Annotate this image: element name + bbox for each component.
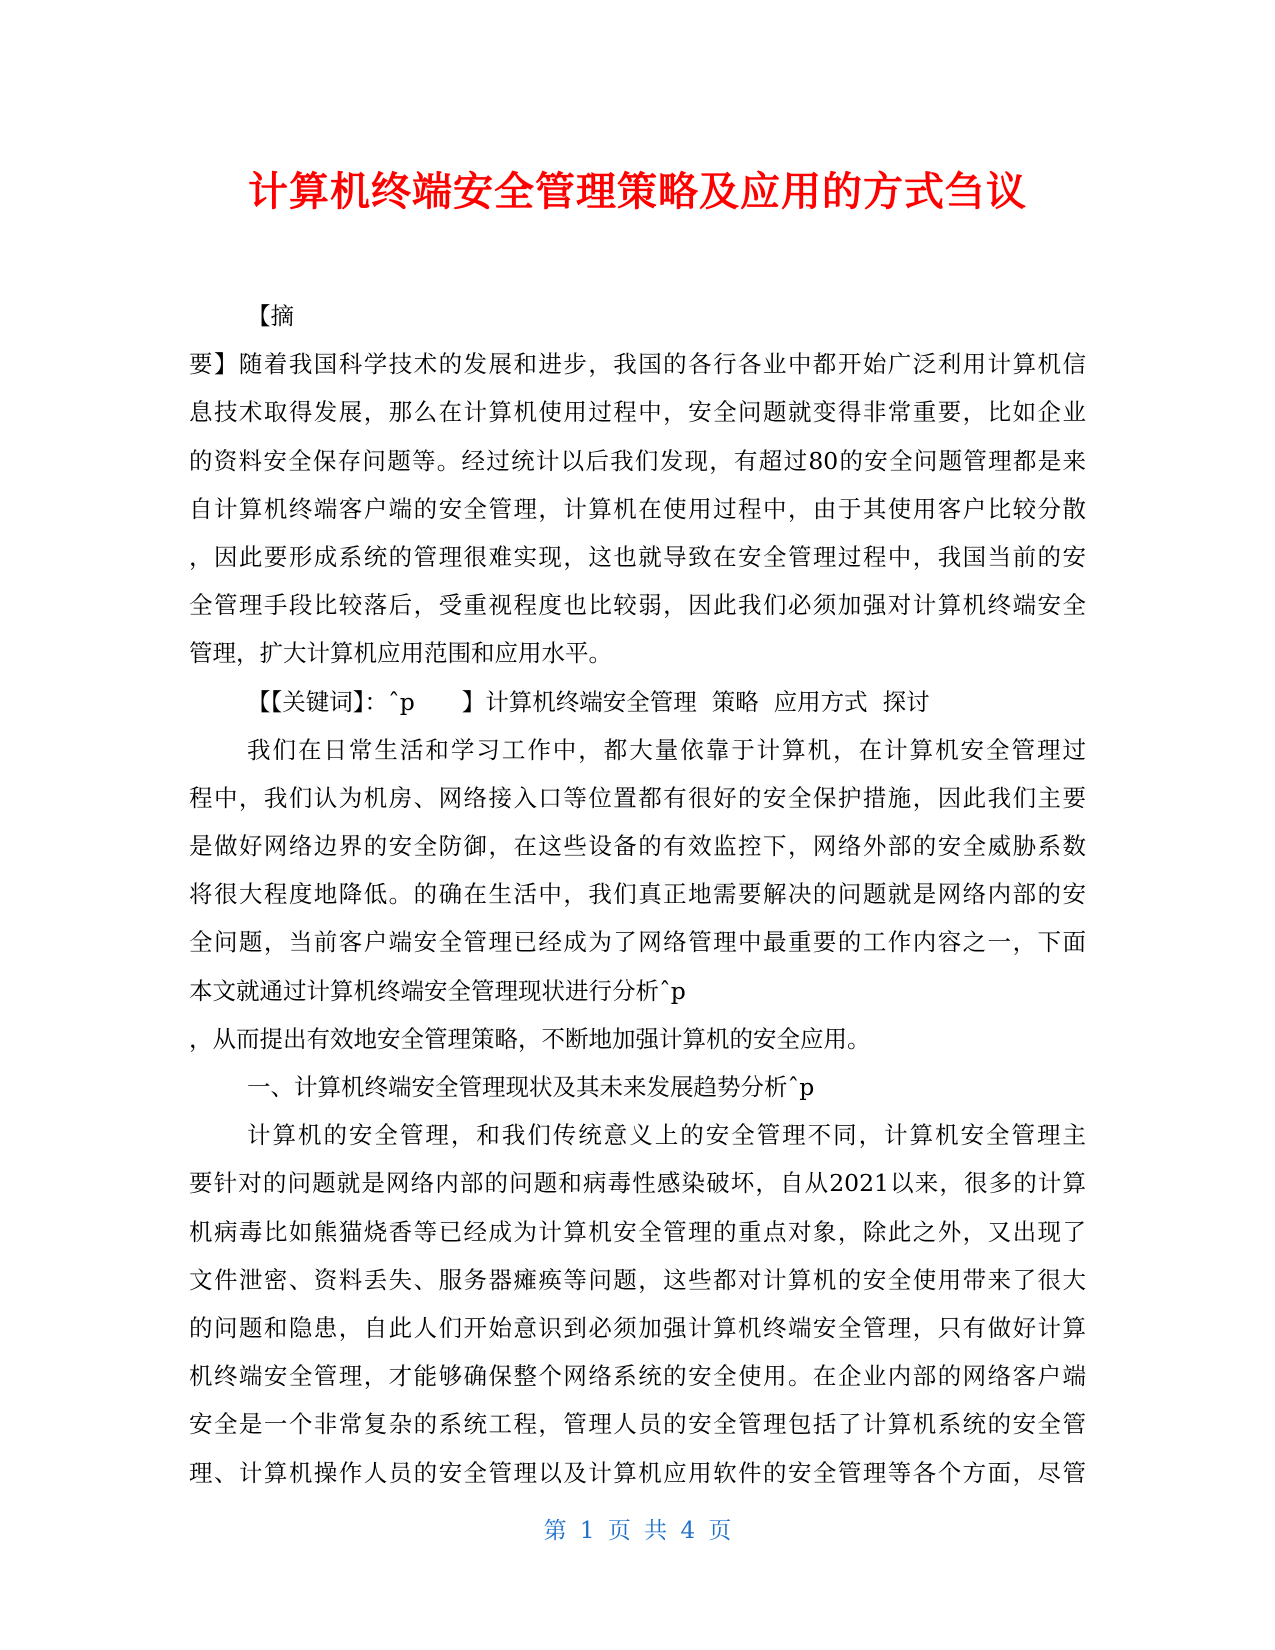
abstract-line: 自计算机终端客户端的安全管理，计算机在使用过程中，由于其使用客户比较分散	[189, 494, 1086, 523]
abstract-line: 全管理手段比较落后，受重视程度也比较弱，因此我们必须加强对计算机终端安全	[189, 591, 1086, 620]
section-line: 机终端安全管理，才能够确保整个网络系统的安全使用。在企业内部的网络客户端	[189, 1362, 1086, 1391]
abstract-line: 要】随着我国科学技术的发展和进步，我国的各行各业中都开始广泛利用计算机信	[189, 350, 1086, 379]
intro-line: 全问题，当前客户端安全管理已经成为了网络管理中最重要的工作内容之一，下面	[189, 928, 1086, 957]
section-line: 机病毒比如熊猫烧香等已经成为计算机安全管理的重点对象，除此之外，又出现了	[189, 1217, 1086, 1246]
document-title: 计算机终端安全管理策略及应用的方式刍议	[248, 169, 1027, 215]
abstract-line: 的资料安全保存问题等。经过统计以后我们发现，有超过80的安全问题管理都是来	[189, 446, 1086, 475]
intro-line: 将很大程度地降低。的确在生活中，我们真正地需要解决的问题就是网络内部的安	[189, 880, 1086, 909]
section-line: 的问题和隐患，自此人们开始意识到必须加强计算机终端安全管理，只有做好计算	[189, 1313, 1086, 1342]
section-heading: 一、计算机终端安全管理现状及其未来发展趋势分析ˆp	[247, 1073, 815, 1101]
abstract-line: ，因此要形成系统的管理很难实现，这也就导致在安全管理过程中，我国当前的安	[189, 542, 1086, 571]
page-number-footer: 第 1 页 共 4 页	[543, 1518, 732, 1544]
keywords-line: 【【关键词】：ˆp 】计算机终端安全管理 策略 应用方式 探讨	[247, 687, 930, 716]
intro-line: 程中，我们认为机房、网络接入口等位置都有很好的安全保护措施，因此我们主要	[189, 783, 1086, 812]
section-line: 要针对的问题就是网络内部的问题和病毒性感染破坏，自从2021以来，很多的计算	[189, 1169, 1086, 1198]
intro-line: 是做好网络边界的安全防御，在这些设备的有效监控下，网络外部的安全威胁系数	[189, 832, 1086, 861]
abstract-label-line: 【摘	[247, 302, 294, 330]
section-line: 计算机的安全管理，和我们传统意义上的安全管理不同，计算机安全管理主	[247, 1121, 1086, 1150]
document-body	[189, 292, 1086, 1497]
intro-line: 我们在日常生活和学习工作中，都大量依靠于计算机，在计算机安全管理过	[247, 735, 1086, 764]
section-line: 理、计算机操作人员的安全管理以及计算机应用软件的安全管理等各个方面，尽管	[189, 1458, 1086, 1487]
abstract-line: 息技术取得发展，那么在计算机使用过程中，安全问题就变得非常重要，比如企业	[189, 398, 1086, 427]
intro-line: 本文就通过计算机终端安全管理现状进行分析ˆp	[189, 976, 686, 1005]
abstract-line: 管理，扩大计算机应用范围和应用水平。	[189, 639, 612, 668]
intro-line: ，从而提出有效地安全管理策略，不断地加强计算机的安全应用。	[189, 1024, 871, 1053]
section-line: 安全是一个非常复杂的系统工程，管理人员的安全管理包括了计算机系统的安全管	[189, 1410, 1086, 1439]
section-line: 文件泄密、资料丢失、服务器瘫痪等问题，这些都对计算机的安全使用带来了很大	[189, 1265, 1086, 1294]
